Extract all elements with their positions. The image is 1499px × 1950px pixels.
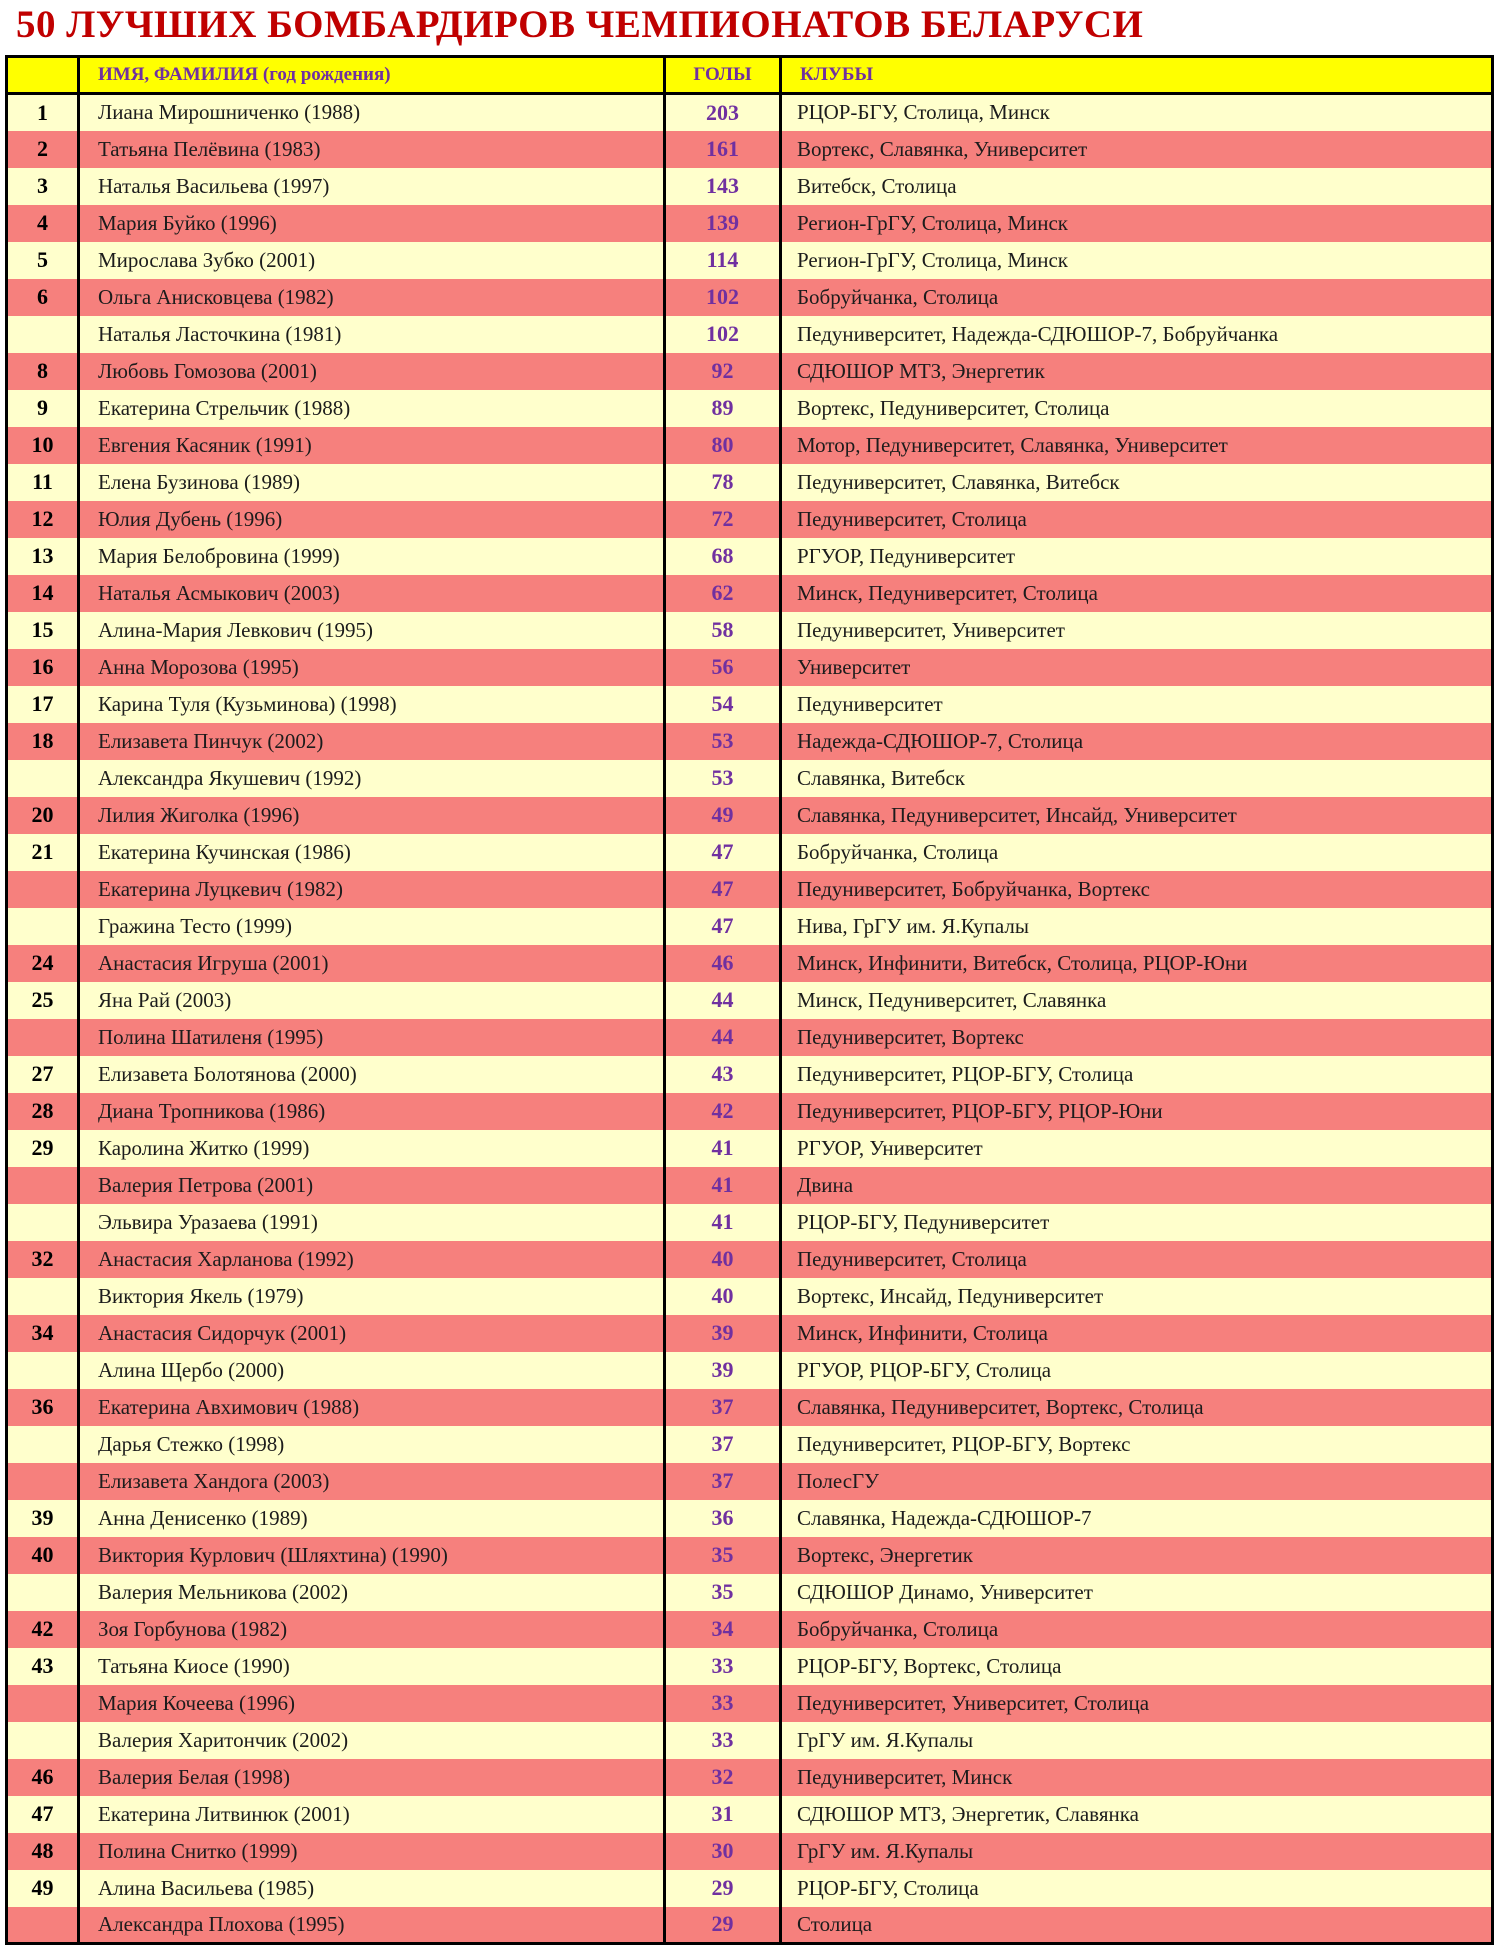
clubs-cell: Славянка, Педуниверситет, Инсайд, Университет [781,797,1493,834]
name-cell: Екатерина Литвинюк (2001) [79,1796,665,1833]
goals-cell: 80 [665,427,781,464]
clubs-cell: РЦОР-БГУ, Столица [781,1870,1493,1907]
rank-cell [7,1167,79,1204]
table-row [7,242,1493,279]
goals-cell: 102 [665,316,781,353]
name-cell: Наталья Васильева (1997) [79,168,665,205]
rank-cell: 32 [7,1241,79,1278]
clubs-cell: РГУОР, РЦОР-БГУ, Столица [781,1352,1493,1389]
clubs-cell: Минск, Педуниверситет, Столица [781,575,1493,612]
page-title: 50 ЛУЧШИХ БОМБАРДИРОВ ЧЕМПИОНАТОВ БЕЛАРУСИ [16,3,1144,46]
name-cell: Мария Белобровина (1999) [79,538,665,575]
name-cell: Диана Тропникова (1986) [79,1093,665,1130]
table-row [7,686,1493,723]
name-cell: Виктория Курлович (Шляхтина) (1990) [79,1537,665,1574]
clubs-cell: Вортекс, Педуниверситет, Столица [781,390,1493,427]
clubs-cell: Нива, ГрГУ им. Я.Купалы [781,908,1493,945]
header-row [7,57,1493,94]
table-row [7,1204,1493,1241]
rank-cell: 27 [7,1056,79,1093]
goals-cell: 46 [665,945,781,982]
rank-cell [7,1352,79,1389]
clubs-cell: Витебск, Столица [781,168,1493,205]
table-row [7,760,1493,797]
table-row [7,538,1493,575]
goals-cell: 34 [665,1611,781,1648]
table-row [7,1130,1493,1167]
table-row [7,1759,1493,1796]
name-cell: Алина Васильева (1985) [79,1870,665,1907]
clubs-cell: Столица [781,1907,1493,1944]
rank-cell: 10 [7,427,79,464]
name-cell: Алина Щербо (2000) [79,1352,665,1389]
table-row [7,1796,1493,1833]
clubs-cell: Педуниверситет, Бобруйчанка, Вортекс [781,871,1493,908]
name-cell: Карина Туля (Кузьминова) (1998) [79,686,665,723]
rank-cell [7,1019,79,1056]
clubs-cell: Педуниверситет [781,686,1493,723]
header-rank [7,57,79,94]
rank-cell: 29 [7,1130,79,1167]
rank-cell: 3 [7,168,79,205]
clubs-cell: Двина [781,1167,1493,1204]
clubs-cell: Педуниверситет, РЦОР-БГУ, Столица [781,1056,1493,1093]
clubs-cell: РГУОР, Педуниверситет [781,538,1493,575]
goals-cell: 44 [665,982,781,1019]
goals-cell: 62 [665,575,781,612]
table-row [7,427,1493,464]
clubs-cell: ГрГУ им. Я.Купалы [781,1722,1493,1759]
rank-cell: 15 [7,612,79,649]
clubs-cell: Регион-ГрГУ, Столица, Минск [781,205,1493,242]
name-cell: Елена Бузинова (1989) [79,464,665,501]
rank-cell: 9 [7,390,79,427]
name-cell: Наталья Асмыкович (2003) [79,575,665,612]
table-row [7,205,1493,242]
table-row [7,1907,1493,1944]
table-row [7,1648,1493,1685]
scorer-table-body [7,94,1493,1944]
clubs-cell: Мотор, Педуниверситет, Славянка, Университет [781,427,1493,464]
clubs-cell: СДЮШОР МТЗ, Энергетик, Славянка [781,1796,1493,1833]
name-cell: Любовь Гомозова (2001) [79,353,665,390]
name-cell: Виктория Якель (1979) [79,1278,665,1315]
clubs-cell: Педуниверситет, Университет [781,612,1493,649]
goals-cell: 139 [665,205,781,242]
goals-cell: 40 [665,1278,781,1315]
goals-cell: 41 [665,1130,781,1167]
name-cell: Яна Рай (2003) [79,982,665,1019]
name-cell: Александра Плохова (1995) [79,1907,665,1944]
table-row [7,464,1493,501]
goals-cell: 36 [665,1500,781,1537]
name-cell: Елизавета Хандога (2003) [79,1463,665,1500]
name-cell: Валерия Харитончик (2002) [79,1722,665,1759]
goals-cell: 41 [665,1167,781,1204]
name-cell: Алина-Мария Левкович (1995) [79,612,665,649]
goals-cell: 92 [665,353,781,390]
goals-cell: 53 [665,760,781,797]
name-cell: Елизавета Пинчук (2002) [79,723,665,760]
name-cell: Каролина Житко (1999) [79,1130,665,1167]
table-row [7,1463,1493,1500]
scorers-table [5,55,1494,1945]
name-cell: Анастасия Харланова (1992) [79,1241,665,1278]
clubs-cell: ПолесГУ [781,1463,1493,1500]
rank-cell: 21 [7,834,79,871]
goals-cell: 33 [665,1685,781,1722]
table-row [7,390,1493,427]
clubs-cell: Вортекс, Энергетик [781,1537,1493,1574]
name-cell: Лиана Мирошниченко (1988) [79,94,665,131]
table-row [7,612,1493,649]
name-cell: Наталья Ласточкина (1981) [79,316,665,353]
clubs-cell: Минск, Инфинити, Столица [781,1315,1493,1352]
goals-cell: 47 [665,834,781,871]
table-row [7,1833,1493,1870]
rank-cell [7,1278,79,1315]
goals-cell: 37 [665,1463,781,1500]
name-cell: Екатерина Луцкевич (1982) [79,871,665,908]
table-row [7,982,1493,1019]
table-row [7,1870,1493,1907]
rank-cell: 47 [7,1796,79,1833]
header-clubs: КЛУБЫ [781,57,1493,94]
rank-cell: 49 [7,1870,79,1907]
rank-cell [7,1907,79,1944]
rank-cell: 8 [7,353,79,390]
clubs-cell: Бобруйчанка, Столица [781,1611,1493,1648]
name-cell: Валерия Белая (1998) [79,1759,665,1796]
rank-cell: 11 [7,464,79,501]
table-row [7,797,1493,834]
table-row [7,1019,1493,1056]
goals-cell: 33 [665,1648,781,1685]
goals-cell: 35 [665,1574,781,1611]
rank-cell: 12 [7,501,79,538]
goals-cell: 39 [665,1315,781,1352]
goals-cell: 37 [665,1426,781,1463]
goals-cell: 89 [665,390,781,427]
rank-cell [7,1463,79,1500]
clubs-cell: Бобруйчанка, Столица [781,834,1493,871]
table-row [7,1389,1493,1426]
table-row [7,1611,1493,1648]
rank-cell: 28 [7,1093,79,1130]
rank-cell: 36 [7,1389,79,1426]
rank-cell: 20 [7,797,79,834]
goals-cell: 31 [665,1796,781,1833]
rank-cell: 13 [7,538,79,575]
table-row [7,131,1493,168]
goals-cell: 56 [665,649,781,686]
name-cell: Мария Буйко (1996) [79,205,665,242]
clubs-cell: Педуниверситет, Столица [781,1241,1493,1278]
clubs-cell: Педуниверситет, РЦОР-БГУ, Вортекс [781,1426,1493,1463]
table-header [7,57,1493,94]
name-cell: Анастасия Игруша (2001) [79,945,665,982]
clubs-cell: РГУОР, Университет [781,1130,1493,1167]
name-cell: Татьяна Киосе (1990) [79,1648,665,1685]
header-goals: ГОЛЫ [665,57,781,94]
rank-cell: 1 [7,94,79,131]
name-cell: Лилия Жиголка (1996) [79,797,665,834]
rank-cell: 16 [7,649,79,686]
goals-cell: 102 [665,279,781,316]
clubs-cell: Надежда-СДЮШОР-7, Столица [781,723,1493,760]
clubs-cell: Минск, Педуниверситет, Славянка [781,982,1493,1019]
clubs-cell: Вортекс, Инсайд, Педуниверситет [781,1278,1493,1315]
goals-cell: 29 [665,1907,781,1944]
name-cell: Гражина Тесто (1999) [79,908,665,945]
rank-cell [7,871,79,908]
name-cell: Анастасия Сидорчук (2001) [79,1315,665,1352]
name-cell: Валерия Петрова (2001) [79,1167,665,1204]
clubs-cell: Педуниверситет, РЦОР-БГУ, РЦОР-Юни [781,1093,1493,1130]
goals-cell: 68 [665,538,781,575]
goals-cell: 30 [665,1833,781,1870]
clubs-cell: ГрГУ им. Я.Купалы [781,1833,1493,1870]
rank-cell: 46 [7,1759,79,1796]
goals-cell: 41 [665,1204,781,1241]
clubs-cell: РЦОР-БГУ, Столица, Минск [781,94,1493,131]
goals-cell: 42 [665,1093,781,1130]
name-cell: Екатерина Стрельчик (1988) [79,390,665,427]
clubs-cell: Бобруйчанка, Столица [781,279,1493,316]
table-row [7,649,1493,686]
table-row [7,353,1493,390]
rank-cell: 42 [7,1611,79,1648]
rank-cell [7,1204,79,1241]
clubs-cell: Педуниверситет, Столица [781,501,1493,538]
name-cell: Елизавета Болотянова (2000) [79,1056,665,1093]
table-row [7,908,1493,945]
table-row [7,723,1493,760]
table-row [7,834,1493,871]
name-cell: Мария Кочеева (1996) [79,1685,665,1722]
goals-cell: 114 [665,242,781,279]
table-row [7,1574,1493,1611]
table-row [7,1167,1493,1204]
clubs-cell: РЦОР-БГУ, Педуниверситет [781,1204,1493,1241]
rank-cell: 5 [7,242,79,279]
table-row [7,316,1493,353]
clubs-cell: Славянка, Надежда-СДЮШОР-7 [781,1500,1493,1537]
rank-cell [7,1685,79,1722]
goals-cell: 32 [665,1759,781,1796]
goals-cell: 161 [665,131,781,168]
clubs-cell: Педуниверситет, Университет, Столица [781,1685,1493,1722]
rank-cell [7,316,79,353]
rank-cell: 34 [7,1315,79,1352]
clubs-cell: Минск, Инфинити, Витебск, Столица, РЦОР-Юни [781,945,1493,982]
clubs-cell: Педуниверситет, Надежда-СДЮШОР-7, Бобруйчанка [781,316,1493,353]
table-row [7,1685,1493,1722]
name-cell: Анна Денисенко (1989) [79,1500,665,1537]
table-row [7,279,1493,316]
rank-cell: 48 [7,1833,79,1870]
table-row [7,1278,1493,1315]
name-cell: Ольга Анисковцева (1982) [79,279,665,316]
table-row [7,94,1493,131]
clubs-cell: Педуниверситет, Славянка, Витебск [781,464,1493,501]
name-cell: Екатерина Авхимович (1988) [79,1389,665,1426]
table-row [7,1426,1493,1463]
rank-cell: 25 [7,982,79,1019]
rank-cell: 2 [7,131,79,168]
goals-cell: 53 [665,723,781,760]
goals-cell: 72 [665,501,781,538]
goals-cell: 54 [665,686,781,723]
rank-cell: 24 [7,945,79,982]
table-row [7,575,1493,612]
table-row [7,945,1493,982]
rank-cell [7,1426,79,1463]
rank-cell [7,1574,79,1611]
name-cell: Зоя Горбунова (1982) [79,1611,665,1648]
goals-cell: 35 [665,1537,781,1574]
goals-cell: 40 [665,1241,781,1278]
name-cell: Дарья Стежко (1998) [79,1426,665,1463]
table-row [7,871,1493,908]
goals-cell: 47 [665,908,781,945]
name-cell: Татьяна Пелёвина (1983) [79,131,665,168]
goals-cell: 37 [665,1389,781,1426]
goals-cell: 203 [665,94,781,131]
goals-cell: 39 [665,1352,781,1389]
clubs-cell: Педуниверситет, Вортекс [781,1019,1493,1056]
clubs-cell: Славянка, Витебск [781,760,1493,797]
clubs-cell: Университет [781,649,1493,686]
goals-cell: 78 [665,464,781,501]
name-cell: Полина Снитко (1999) [79,1833,665,1870]
rank-cell: 6 [7,279,79,316]
rank-cell [7,1722,79,1759]
goals-cell: 44 [665,1019,781,1056]
goals-cell: 29 [665,1870,781,1907]
clubs-cell: СДЮШОР Динамо, Университет [781,1574,1493,1611]
rank-cell: 18 [7,723,79,760]
name-cell: Александра Якушевич (1992) [79,760,665,797]
clubs-cell: Регион-ГрГУ, Столица, Минск [781,242,1493,279]
rank-cell: 14 [7,575,79,612]
rank-cell: 43 [7,1648,79,1685]
name-cell: Валерия Мельникова (2002) [79,1574,665,1611]
table-row [7,1352,1493,1389]
table-row [7,1500,1493,1537]
name-cell: Эльвира Уразаева (1991) [79,1204,665,1241]
clubs-cell: РЦОР-БГУ, Вортекс, Столица [781,1648,1493,1685]
table-row [7,1093,1493,1130]
name-cell: Екатерина Кучинская (1986) [79,834,665,871]
clubs-cell: Славянка, Педуниверситет, Вортекс, Столица [781,1389,1493,1426]
header-name: ИМЯ, ФАМИЛИЯ (год рождения) [79,57,665,94]
table-row [7,1315,1493,1352]
table-row [7,1241,1493,1278]
goals-cell: 58 [665,612,781,649]
rank-cell: 4 [7,205,79,242]
rank-cell [7,760,79,797]
name-cell: Юлия Дубень (1996) [79,501,665,538]
clubs-cell: Вортекс, Славянка, Университет [781,131,1493,168]
table-row [7,1056,1493,1093]
clubs-cell: СДЮШОР МТЗ, Энергетик [781,353,1493,390]
table-row [7,168,1493,205]
goals-cell: 43 [665,1056,781,1093]
table-row [7,1722,1493,1759]
rank-cell: 17 [7,686,79,723]
table-row [7,1537,1493,1574]
name-cell: Мирослава Зубко (2001) [79,242,665,279]
goals-cell: 33 [665,1722,781,1759]
rank-cell [7,908,79,945]
rank-cell: 39 [7,1500,79,1537]
table-row [7,501,1493,538]
name-cell: Полина Шатиленя (1995) [79,1019,665,1056]
clubs-cell: Педуниверситет, Минск [781,1759,1493,1796]
name-cell: Евгения Касяник (1991) [79,427,665,464]
rank-cell: 40 [7,1537,79,1574]
name-cell: Анна Морозова (1995) [79,649,665,686]
goals-cell: 49 [665,797,781,834]
goals-cell: 143 [665,168,781,205]
goals-cell: 47 [665,871,781,908]
